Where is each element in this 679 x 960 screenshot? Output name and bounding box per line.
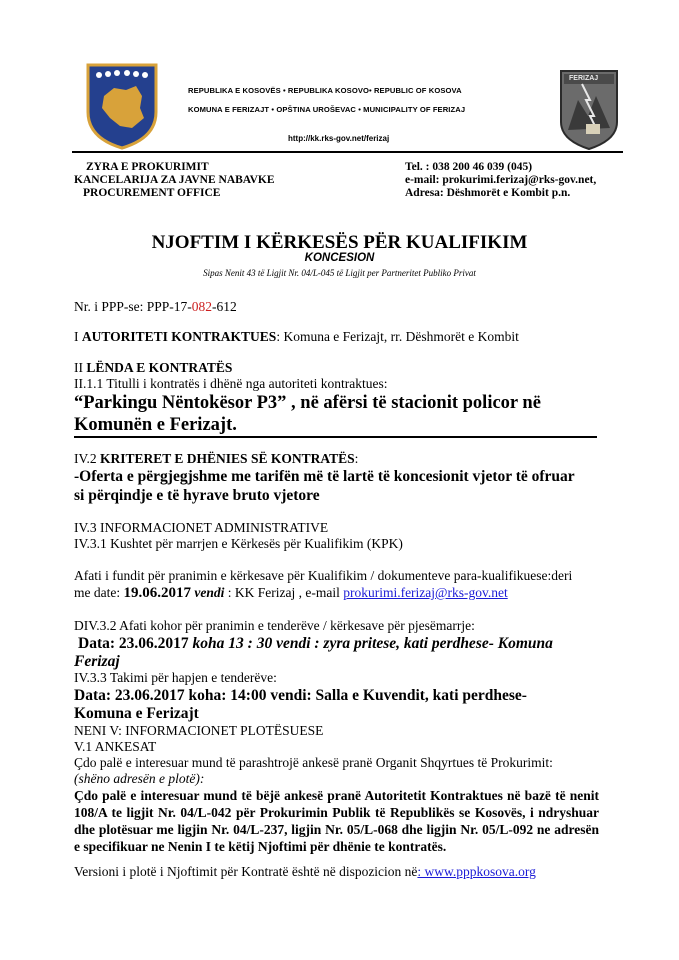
ferizaj-logo [560, 70, 618, 150]
notice-subtitle: KONCESION [304, 252, 375, 264]
submission-deadline-line2: Ferizaj [74, 653, 120, 670]
award-criteria-line2: si përqindje e të hyrave bruto vjetore [74, 487, 320, 504]
complaints-text: Çdo palë e interesuar mund të parashtrojë ankesë pranë Organit Shqyrtues të Prokurimit: [74, 755, 553, 770]
deadline-email-link[interactable]: prokurimi.ferizaj@rks-gov.net [343, 585, 508, 600]
contract-title-line2: Komunën e Ferizajt. [74, 415, 237, 435]
footer-availability: Versioni i plotë i Njoftimit për Kontratë është në dispozicion në: www.pppkosova.org [74, 864, 536, 879]
office-address: Adresa: Dëshmorët e Kombit p.n. [405, 187, 571, 199]
notice-title: NJOFTIM I KËRKESËS PËR KUALIFIKIM [151, 232, 528, 253]
contract-title-line1: “Parkingu Nëntokësor P3” , në afërsi të stacionit policor në [74, 393, 541, 413]
submission-deadline-heading: DIV.3.2 Afati kohor për pranimin e tenderëve / kërkesave për pjesëmarrje: [74, 618, 475, 633]
office-name-en: PROCUREMENT OFFICE [83, 187, 221, 199]
complaints-address-note: (shëno adresën e plotë): [74, 771, 205, 786]
office-name-sq: ZYRA E PROKURIMIT [86, 161, 209, 173]
contract-title-underline [74, 436, 597, 438]
header-divider [72, 151, 623, 153]
ferizaj-logo-text: FERIZAJ [569, 75, 599, 82]
deadline-line1: Afati i fundit për pranimin e kërkesave për Kualifikim / dokumenteve para-kualifikuese:deri [74, 568, 573, 583]
kosovo-emblem [86, 62, 158, 150]
deadline-line2: me date: 19.06.2017 vendi : KK Ferizaj , e-mail prokurimi.ferizaj@rks-gov.net [74, 585, 508, 601]
kpk-conditions: IV.3.1 Kushtet për marrjen e Kërkesës për Kualifikim (KPK) [74, 536, 403, 551]
complaints-paragraph: Çdo palë e interesuar mund të bëjë ankesë pranë Autoritetit Kontraktues në bazë të nenit 108/A te ligjit Nr. 04/L-042 për Prokurimin Publik të Republikës se Kosovës, i ndryshuar dhe plotësuar me ligjin Nr. 04/L-237, ligjin Nr. 05/L-068 dhe ligjin Nr. 05/L-092 ne adresën e specifikuar ne Nenin I te këtij Njoftimi për dhënie te kontratës. [74, 788, 599, 854]
header-line-municipality: KOMUNA E FERIZAJT • OPŠTINA UROŠEVAC • MUNICIPALITY OF FERIZAJ [188, 105, 466, 114]
award-criteria-line1: -Oferta e përgjegjshme me tarifën më të lartë të koncesionit vjetor të ofruar [74, 468, 575, 485]
pppkosova-link[interactable]: : www.pppkosova.org [417, 864, 536, 879]
office-name-sr: KANCELARIJA ZA JAVNE NABAVKE [74, 174, 275, 186]
office-email: e-mail: prokurimi.ferizaj@rks-gov.net, [405, 174, 597, 186]
section-contracting-authority: I AUTORITETI KONTRAKTUES: Komuna e Ferizajt, rr. Dëshmorët e Kombit [74, 329, 519, 344]
section-contract-subject-heading: II LËNDA E KONTRATËS [74, 360, 233, 375]
opening-meeting-heading: IV.3.3 Takimi për hapjen e tenderëve: [74, 670, 277, 685]
office-phone: Tel. : 038 200 46 039 (045) [405, 161, 533, 173]
submission-deadline-line1: Data: 23.06.2017 koha 13 : 30 vendi : zyra pritese, kati perdhese- Komuna [78, 635, 553, 652]
section-additional-info-heading: NENI V: INFORMACIONET PLOTËSUESE [74, 723, 324, 738]
header-url[interactable]: http://kk.rks-gov.net/ferizaj [288, 134, 390, 143]
ppp-reference: Nr. i PPP-se: PPP-17-082-612 [74, 299, 237, 314]
header-line-country: REPUBLIKA E KOSOVËS • REPUBLIKA KOSOVO• REPUBLIC OF KOSOVA [188, 86, 462, 95]
legal-basis: Sipas Nenit 43 të Ligjit Nr. 04/L-045 të Ligjit per Partneritet Publiko Privat [203, 268, 476, 278]
section-admin-info-heading: IV.3 INFORMACIONET ADMINISTRATIVE [74, 520, 329, 535]
section-award-criteria-heading: IV.2 KRITERET E DHËNIES SË KONTRATËS: [74, 451, 359, 466]
opening-meeting-line2: Komuna e Ferizajt [74, 705, 199, 722]
opening-meeting-line1: Data: 23.06.2017 koha: 14:00 vendi: Salla e Kuvendit, kati perdhese- [74, 687, 527, 704]
complaints-heading: V.1 ANKESAT [74, 739, 157, 754]
contract-title-label: II.1.1 Titulli i kontratës i dhënë nga autoriteti kontraktues: [74, 376, 388, 391]
